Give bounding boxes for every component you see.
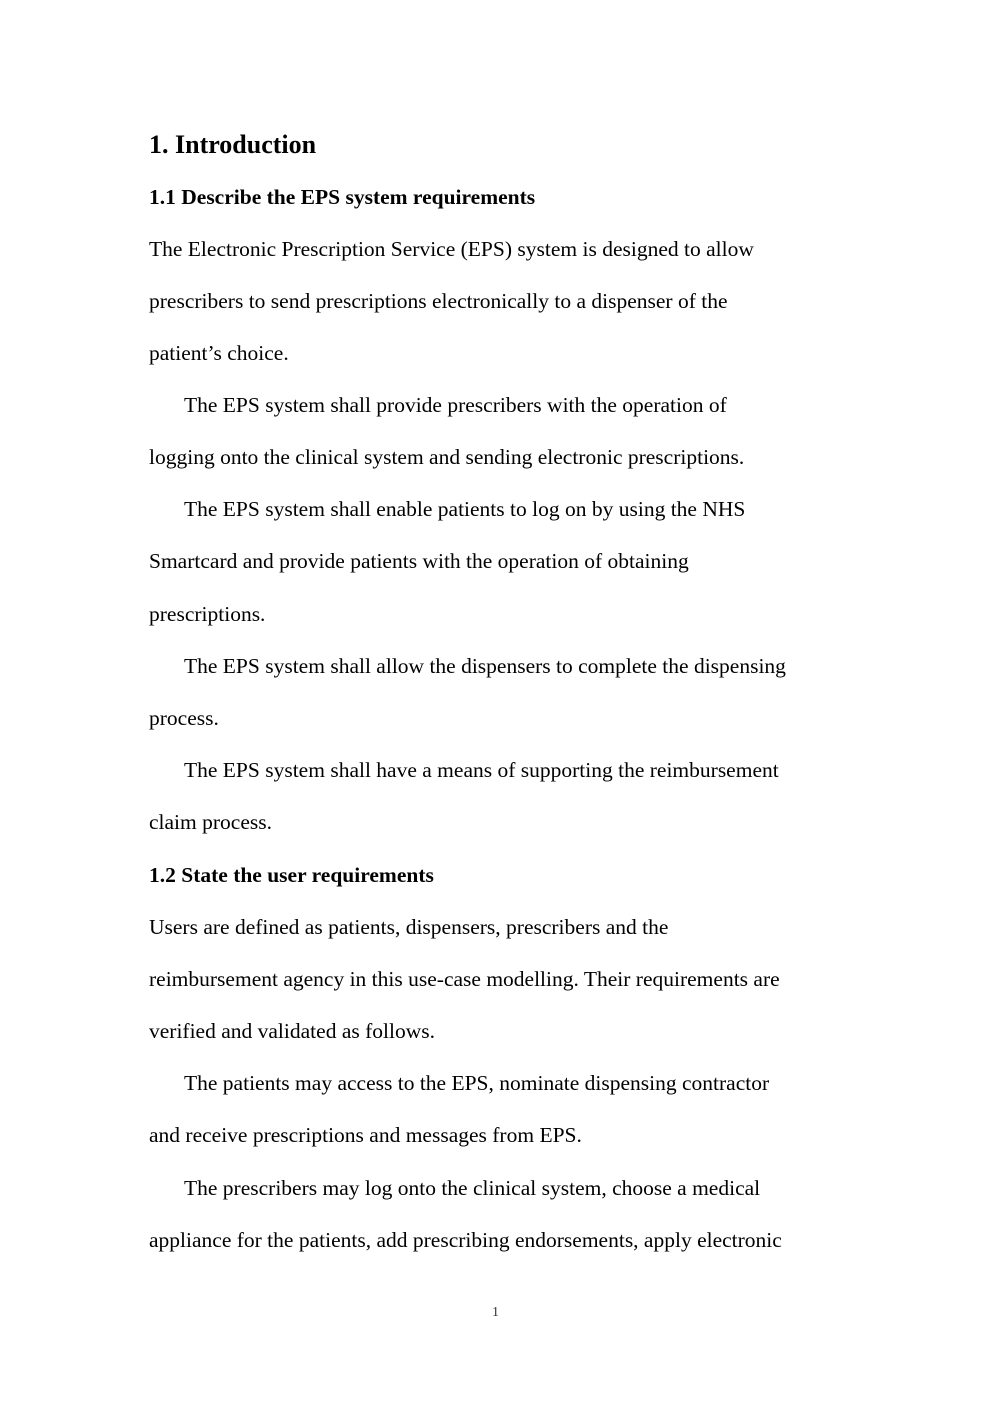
text-line: patient’s choice. [149, 341, 289, 365]
text-line: prescribers to send prescriptions electronically to a dispenser of the [149, 289, 728, 313]
page-number: 1 [492, 1305, 499, 1320]
text-line: logging onto the clinical system and sending electronic prescriptions. [149, 445, 745, 469]
text-line: The EPS system shall have a means of supporting the reimbursement [184, 758, 779, 782]
subsection-heading-user-requirements: 1.2 State the user requirements [149, 863, 434, 887]
text-line: process. [149, 706, 219, 730]
text-line: claim process. [149, 810, 272, 834]
text-line: The Electronic Prescription Service (EPS) system is designed to allow [149, 237, 754, 261]
text-line: Smartcard and provide patients with the operation of obtaining [149, 549, 689, 573]
text-line: appliance for the patients, add prescribing endorsements, apply electronic [149, 1228, 782, 1252]
text-line: Users are defined as patients, dispensers, prescribers and the [149, 915, 669, 939]
text-line: reimbursement agency in this use-case modelling. Their requirements are [149, 967, 780, 991]
text-line: The EPS system shall allow the dispensers to complete the dispensing [184, 654, 786, 678]
text-line: The EPS system shall enable patients to log on by using the NHS [184, 497, 746, 521]
text-line: The patients may access to the EPS, nominate dispensing contractor [184, 1071, 770, 1095]
text-line: and receive prescriptions and messages from EPS. [149, 1123, 582, 1147]
section-heading-introduction: 1. Introduction [149, 130, 317, 159]
text-line: The EPS system shall provide prescribers with the operation of [184, 393, 727, 417]
text-line: prescriptions. [149, 602, 266, 626]
text-line: verified and validated as follows. [149, 1019, 435, 1043]
subsection-heading-eps-system-requirements: 1.1 Describe the EPS system requirements [149, 185, 536, 209]
text-line: The prescribers may log onto the clinical system, choose a medical [184, 1176, 761, 1200]
